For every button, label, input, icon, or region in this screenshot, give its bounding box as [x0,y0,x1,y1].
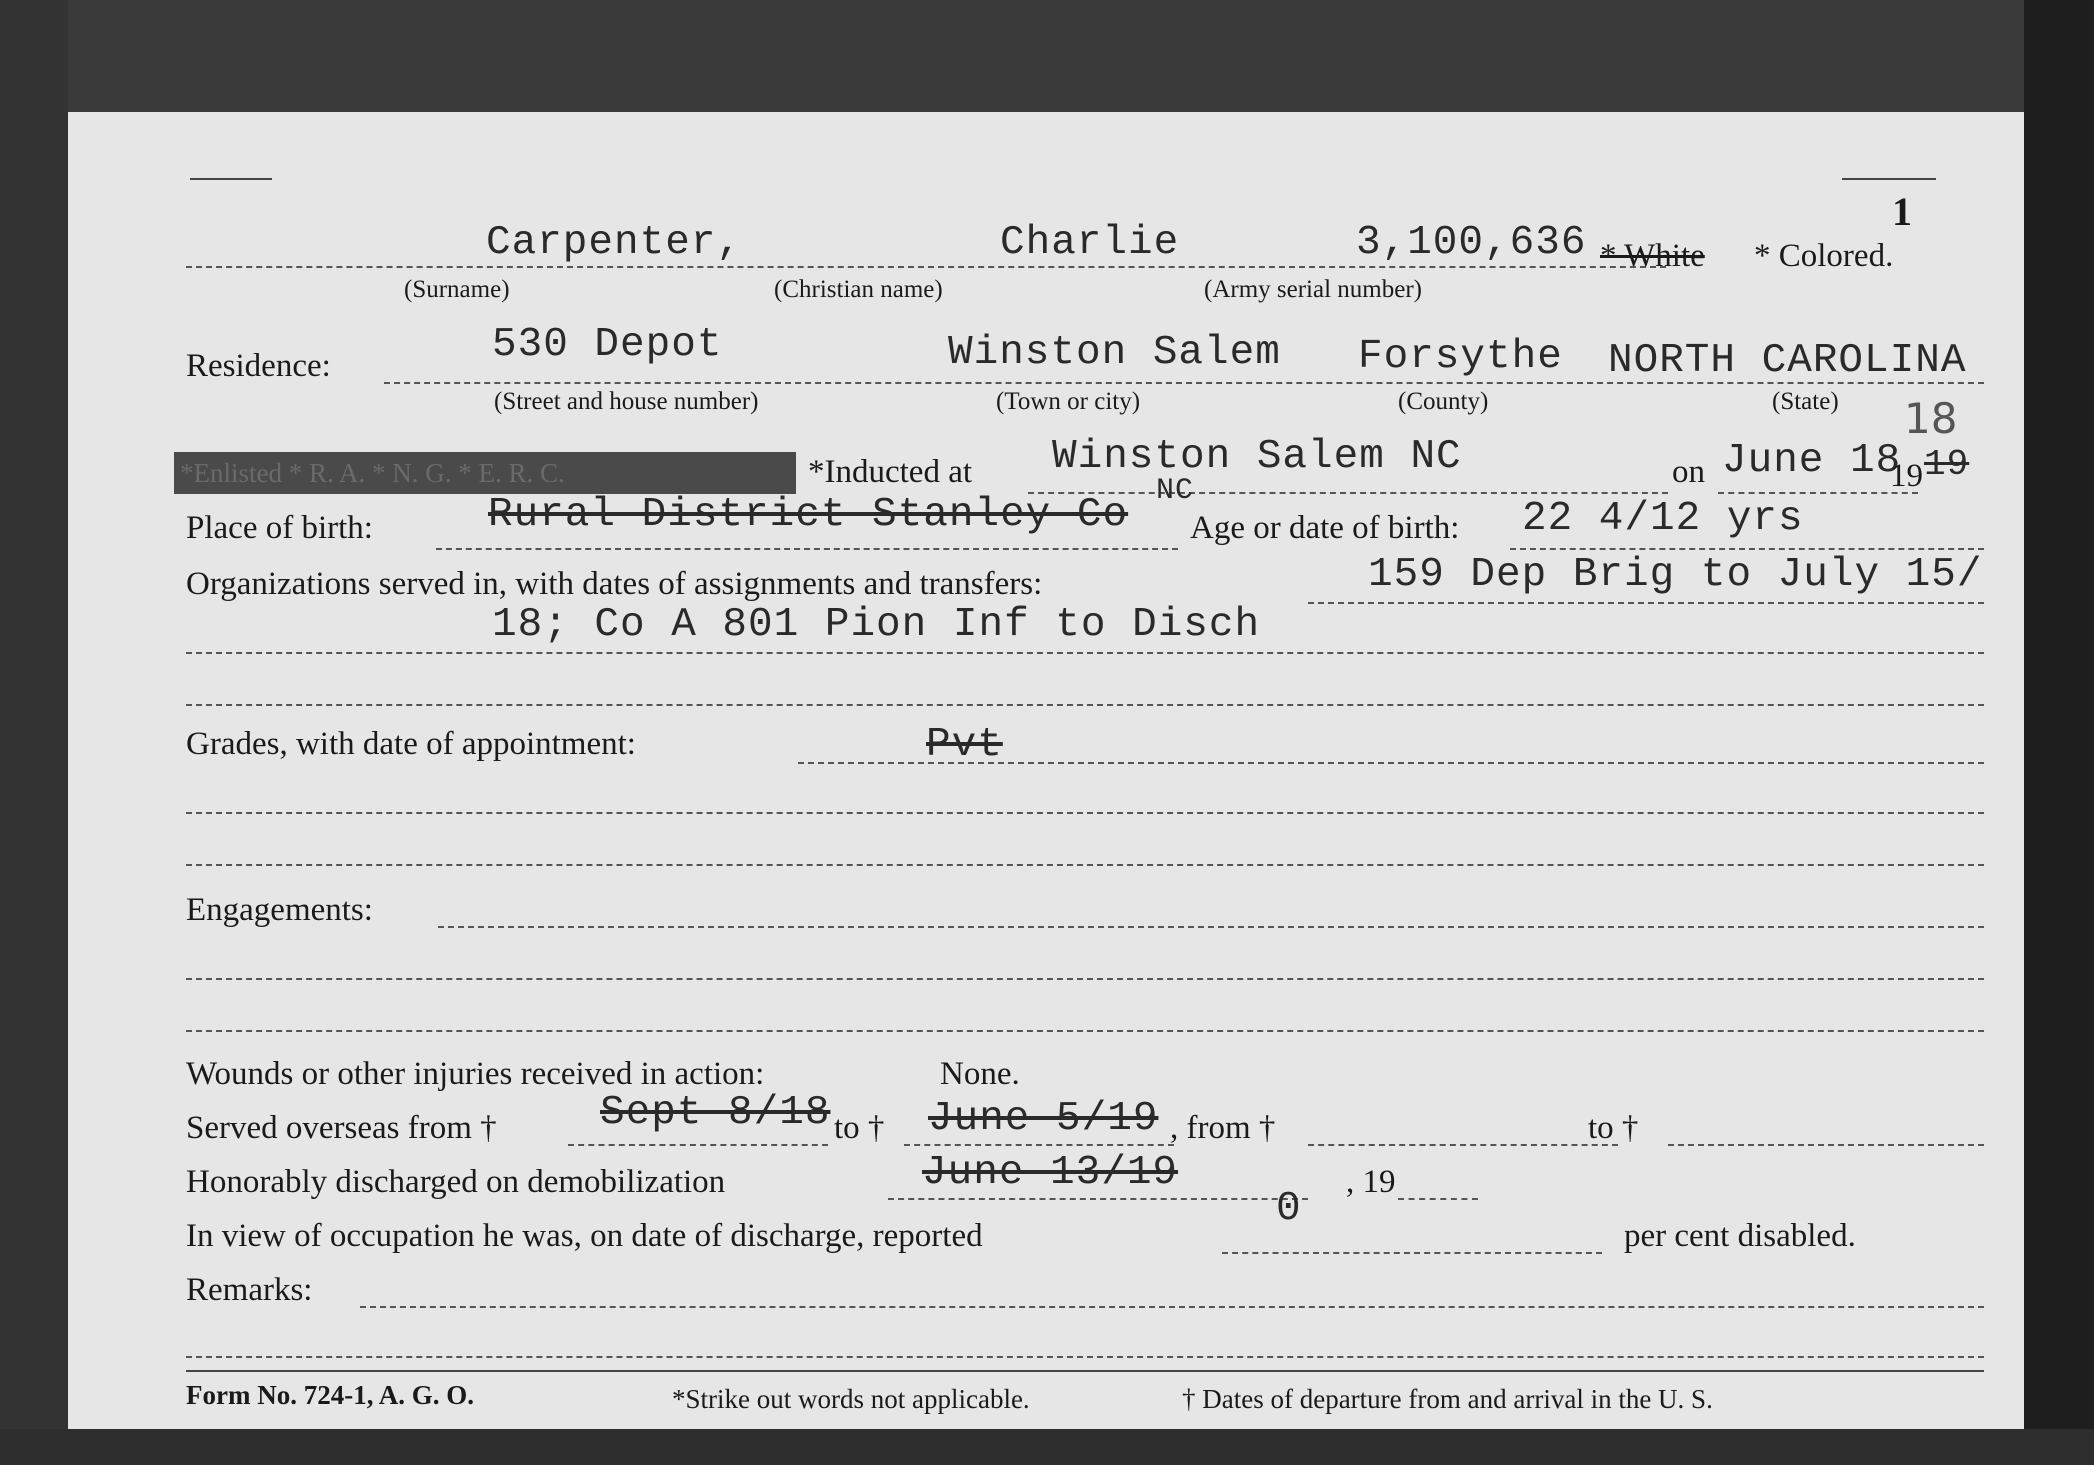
redacted-enlistment-options: *Enlisted * R. A. * N. G. * E. R. C. [174,452,796,494]
discharge-date-value: June 13/19 [922,1150,1179,1196]
dates-note: † Dates of departure from and arrival in the U. S. [1182,1384,1713,1414]
year-struck: 19 [1924,444,1970,485]
discharge-date-line [888,1198,1308,1200]
grades-line-2 [186,812,1984,814]
scan-background-left [0,0,68,1465]
overseas-to2-line [1668,1144,1984,1146]
organizations-line-3 [186,704,1984,706]
strike-out-note: *Strike out words not applicable. [672,1384,1030,1414]
state-caption: (State) [1772,388,1839,415]
discharge-label: Honorably discharged on demobilization [186,1164,726,1200]
organizations-line-1 [1308,602,1984,604]
disability-label: In view of occupation he was, on date of discharge, reported [186,1218,983,1254]
overseas-to-value: June 5/19 [928,1096,1159,1142]
overseas-to-label: to † [834,1110,885,1146]
street-caption: (Street and house number) [494,388,759,415]
place-of-birth-value: Rural District Stanley Co [488,492,1129,538]
scan-background-top [0,0,2094,112]
overseas-from2-line [1308,1144,1618,1146]
top-right-rule [1842,178,1936,180]
age-label: Age or date of birth: [1190,510,1460,546]
overseas-to2-label: to † [1588,1110,1639,1146]
organizations-label: Organizations served in, with dates of assignments and transfers: [186,566,1043,602]
remarks-label: Remarks: [186,1272,313,1308]
grades-value: Pvt [926,722,1003,768]
town-caption: (Town or city) [996,388,1141,415]
name-line [186,266,1666,268]
organizations-line-2 [186,652,1984,654]
serial-number-value: 3,100,636 [1356,220,1587,266]
race-colored: * Colored. [1754,238,1894,274]
christian-name-caption: (Christian name) [774,276,943,303]
scan-background-bottom [0,1429,2094,1465]
place-of-birth-label: Place of birth: [186,510,373,546]
year-prefix: 19 [1890,458,1923,494]
state-value: NORTH CAROLINA [1608,338,1967,384]
inducted-date-value: June 18 [1722,438,1902,484]
age-line [1510,548,1984,550]
serial-caption: (Army serial number) [1204,276,1422,303]
engagements-line-2 [186,978,1984,980]
disability-line [1222,1252,1602,1254]
service-record-card [68,112,2024,1429]
disability-suffix: per cent disabled. [1624,1218,1856,1254]
disability-value: 0 [1276,1186,1302,1232]
induction-date-line [1718,492,1918,494]
card-number: 1 [1892,189,1912,234]
residence-label: Residence: [186,348,331,384]
wounds-label: Wounds or other injuries received in action: [186,1056,765,1092]
inducted-at-value: Winston Salem NC [1052,434,1462,480]
county-caption: (County) [1398,388,1489,415]
top-left-rule [190,178,272,180]
place-of-birth-note: NC [1156,474,1195,508]
form-number: Form No. 724-1, A. G. O. [186,1380,474,1410]
race-white-struck: * White [1600,238,1705,274]
christian-name-value: Charlie [1000,220,1180,266]
county-value: Forsythe [1358,334,1563,380]
discharge-year-line [1398,1198,1478,1200]
overseas-from-value: Sept 8/18 [600,1090,831,1136]
town-value: Winston Salem [948,330,1281,376]
handwritten-year: 18 [1904,394,1958,443]
organizations-value-1: 159 Dep Brig to July 15/ [1368,552,1983,598]
engagements-line-1 [438,926,1984,928]
footer-rule [186,1370,1984,1372]
remarks-line-1 [360,1306,1984,1308]
place-of-birth-line [436,548,1178,550]
surname-value: Carpenter, [486,220,743,266]
wounds-value: None. [940,1056,1020,1092]
scan-background-right [2024,0,2094,1465]
street-value: 530 Depot [492,322,723,368]
grades-label: Grades, with date of appointment: [186,726,636,762]
served-overseas-label: Served overseas from † [186,1110,497,1146]
inducted-on-label: on [1672,454,1705,490]
overseas-to-line [904,1144,1174,1146]
age-value: 22 4/12 yrs [1522,496,1804,542]
grades-line-3 [186,864,1984,866]
engagements-label: Engagements: [186,892,373,928]
engagements-line-3 [186,1030,1984,1032]
remarks-line-2 [186,1356,1984,1358]
inducted-at-label: *Inducted at [808,454,973,490]
overseas-from-line [568,1144,828,1146]
organizations-value-2: 18; Co A 801 Pion Inf to Disch [492,602,1261,648]
surname-caption: (Surname) [404,276,510,303]
overseas-from2-label: , from † [1170,1110,1276,1146]
discharge-year: , 19 [1346,1164,1396,1200]
